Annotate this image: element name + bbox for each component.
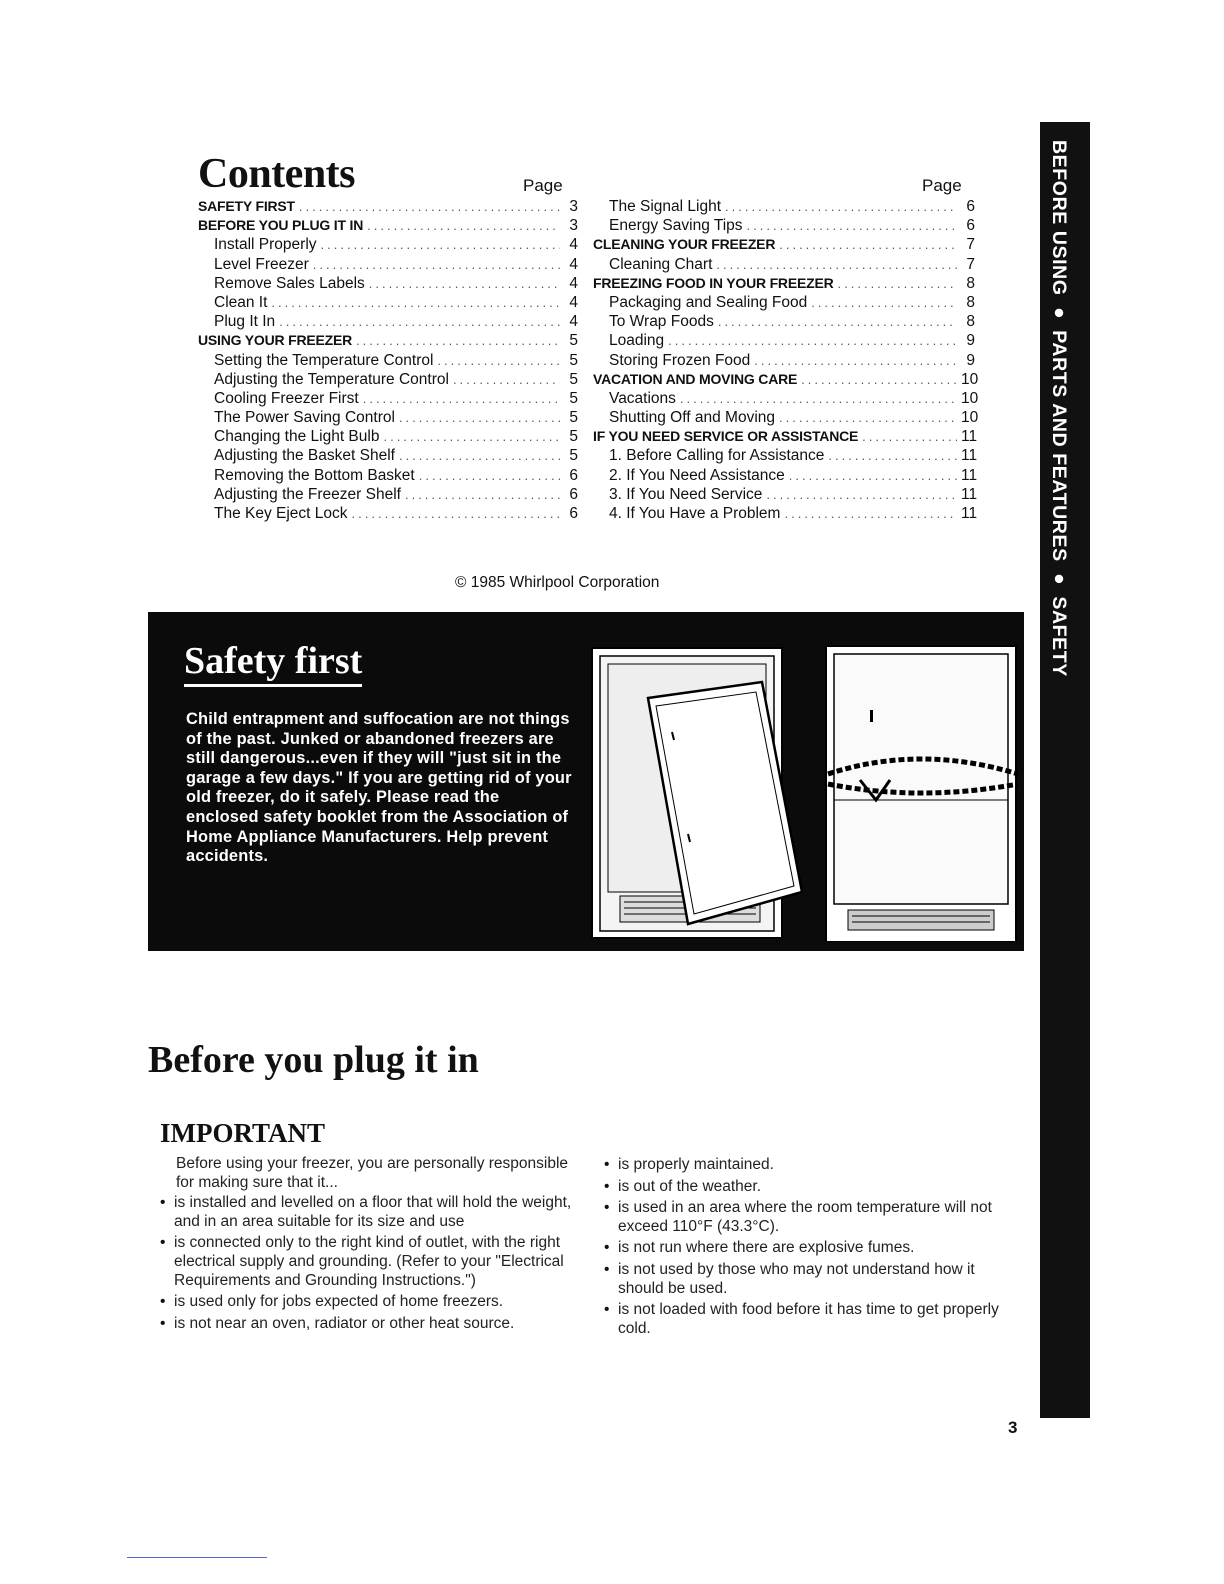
toc-entry — [593, 427, 978, 446]
toc-entry — [198, 274, 578, 293]
copyright-notice: © 1985 Whirlpool Corporation — [455, 574, 660, 591]
safety-banner — [148, 612, 1024, 951]
toc-entry — [593, 255, 975, 274]
toc-leader-dots — [405, 485, 560, 504]
toc-entry-label: Loading — [609, 332, 665, 350]
toc-leader-dots — [801, 370, 957, 389]
toc-leader-dots — [367, 216, 560, 235]
toc-entry-page: 11 — [961, 466, 978, 484]
toc-entry — [198, 408, 578, 427]
toc-entry-page: 4 — [569, 313, 578, 331]
toc-leader-dots — [399, 446, 560, 465]
toc-leader-dots — [716, 255, 957, 274]
important-bullet-item: • is connected only to the right kind of outlet, with the right electrical supply and grounding. (Refer to your "Electrical Requirements and Grounding Instructions.") — [160, 1234, 578, 1290]
toc-entry-page: 3 — [569, 217, 578, 235]
toc-entry — [198, 446, 578, 465]
toc-entry-page: 5 — [569, 351, 578, 369]
toc-entry-label: Adjusting the Temperature Control — [214, 370, 449, 388]
toc-entry-page: 5 — [569, 409, 578, 427]
toc-entry — [593, 331, 975, 350]
toc-entry-page: 8 — [966, 293, 975, 311]
toc-entry — [198, 235, 578, 254]
toc-entry-label: 3. If You Need Service — [609, 485, 763, 503]
toc-entry-label: SAFETY FIRST — [198, 198, 295, 214]
toc-entry — [593, 197, 975, 216]
toc-leader-dots — [789, 466, 957, 485]
toc-entry-page: 9 — [966, 332, 975, 350]
toc-entry-label: Vacations — [609, 389, 676, 407]
toc-entry — [593, 446, 978, 465]
toc-right-column — [593, 197, 979, 523]
toc-leader-dots — [811, 293, 957, 312]
toc-entry-page: 5 — [569, 447, 578, 465]
toc-entry — [198, 312, 578, 331]
toc-leader-dots — [453, 370, 560, 389]
toc-entry-page: 10 — [961, 409, 979, 427]
toc-leader-dots — [352, 504, 560, 523]
important-right-column — [604, 1156, 1012, 1341]
toc-entry-page: 3 — [569, 198, 578, 215]
toc-entry — [198, 389, 578, 408]
toc-entry-label: The Key Eject Lock — [214, 505, 348, 522]
toc-entry-label: BEFORE YOU PLUG IT IN — [198, 217, 364, 234]
safety-title: Safety first — [184, 642, 362, 687]
toc-entry-page: 4 — [569, 236, 578, 254]
toc-entry-label: VACATION AND MOVING CARE — [593, 370, 798, 387]
toc-entry-page: 5 — [569, 389, 578, 407]
toc-entry-label: Setting the Temperature Control — [214, 351, 434, 369]
toc-entry-label: The Power Saving Control — [214, 409, 395, 427]
important-bullet-item: • is not run where there are explosive fumes. — [604, 1239, 1012, 1258]
toc-entry — [593, 351, 975, 370]
toc-entry-label: Adjusting the Basket Shelf — [214, 447, 395, 465]
toc-entry-label: IF YOU NEED SERVICE OR ASSISTANCE — [593, 428, 859, 445]
toc-entry-page: 5 — [569, 332, 578, 350]
toc-entry-label: Plug It In — [214, 313, 276, 331]
toc-entry — [198, 370, 578, 389]
toc-entry-page: 10 — [961, 370, 979, 388]
toc-entry-page: 11 — [961, 447, 978, 465]
toc-leader-dots — [313, 255, 560, 274]
toc-entry-label: To Wrap Foods — [609, 313, 714, 331]
toc-entry — [593, 485, 978, 504]
important-bullet-item: • is installed and levelled on a floor that will hold the weight, and in an area suitable for its size and use — [160, 1194, 578, 1231]
toc-entry-page: 6 — [569, 485, 578, 503]
before-plug-title: Before you plug it in — [148, 1039, 479, 1081]
toc-entry-label: Cooling Freezer First — [214, 389, 359, 407]
toc-entry-page: 4 — [569, 293, 578, 311]
toc-leader-dots — [838, 274, 957, 293]
toc-entry-page: 4 — [569, 274, 578, 292]
toc-leader-dots — [279, 312, 560, 331]
toc-entry — [198, 197, 578, 216]
toc-entry-page: 11 — [961, 428, 978, 446]
important-heading: IMPORTANT — [160, 1118, 326, 1148]
toc-entry-page: 7 — [966, 236, 975, 254]
toc-entry-label: USING YOUR FREEZER — [198, 332, 353, 349]
toc-entry — [198, 504, 578, 523]
toc-entry-label: Clean It — [214, 293, 268, 311]
important-bullet-item: • is not near an oven, radiator or other heat source. — [160, 1315, 578, 1334]
toc-entry-label: The Signal Light — [609, 198, 722, 215]
toc-entry-page: 4 — [569, 255, 578, 273]
toc-leader-dots — [369, 274, 560, 293]
section-side-tab — [1040, 122, 1090, 1418]
toc-entry-label: Changing the Light Bulb — [214, 428, 380, 446]
toc-leader-dots — [766, 485, 957, 504]
toc-entry-page: 7 — [966, 255, 975, 273]
toc-leader-dots — [321, 235, 560, 254]
toc-entry-label: Remove Sales Labels — [214, 274, 365, 292]
toc-entry-page: 11 — [961, 505, 978, 522]
safety-text: Child entrapment and suffocation are not things of the past. Junked or abandoned freezers are still dangerous...even if they will "just sit in the garage a few days." If you are getting rid of your old freezer, do it safely. Please read the enclosed safety booklet from the Association of Home Appliance Manufacturers. Help prevent accidents. — [186, 710, 572, 866]
toc-entry-label: Cleaning Chart — [609, 255, 713, 273]
page-column-header-left: Page — [523, 176, 563, 195]
toc-entry — [593, 293, 975, 312]
toc-leader-dots — [680, 389, 957, 408]
toc-entry-page: 6 — [966, 217, 975, 235]
toc-entry — [198, 466, 578, 485]
toc-leader-dots — [862, 427, 957, 446]
important-bullet-item: • is used only for jobs expected of home freezers. — [160, 1293, 578, 1312]
toc-entry-page: 9 — [966, 351, 975, 369]
toc-entry — [198, 216, 578, 235]
toc-entry-page: 6 — [966, 198, 975, 215]
toc-entry — [198, 255, 578, 274]
toc-entry-page: 5 — [569, 370, 578, 388]
toc-entry-page: 6 — [569, 466, 578, 484]
toc-entry-page: 8 — [966, 313, 975, 331]
toc-entry — [593, 370, 979, 389]
contents-title: Contents — [198, 151, 356, 197]
toc-entry — [593, 466, 978, 485]
freezer-illustration — [590, 624, 1020, 942]
toc-leader-dots — [383, 427, 560, 446]
toc-entry — [198, 293, 578, 312]
toc-leader-dots — [299, 197, 560, 216]
toc-leader-dots — [399, 408, 560, 427]
toc-entry — [593, 235, 975, 254]
toc-entry — [593, 274, 975, 293]
important-right-list — [604, 1156, 1012, 1338]
toc-entry — [593, 408, 979, 427]
toc-entry — [593, 312, 975, 331]
toc-entry-label: 1. Before Calling for Assistance — [609, 447, 825, 465]
toc-leader-dots — [779, 235, 957, 254]
toc-leader-dots — [725, 197, 957, 216]
toc-entry — [198, 331, 578, 350]
toc-entry-label: Install Properly — [214, 236, 317, 254]
toc-leader-dots — [784, 504, 957, 523]
toc-left-column — [198, 197, 578, 523]
toc-leader-dots — [747, 216, 957, 235]
toc-entry-label: FREEZING FOOD IN YOUR FREEZER — [593, 274, 834, 291]
toc-entry — [593, 504, 978, 523]
toc-entry-label: Shutting Off and Moving — [609, 409, 776, 427]
toc-entry-page: 5 — [569, 428, 578, 446]
toc-leader-dots — [718, 312, 957, 331]
footer-rule — [127, 1557, 267, 1558]
toc-entry-label: Level Freezer — [214, 255, 309, 273]
toc-leader-dots — [437, 351, 560, 370]
toc-entry — [198, 485, 578, 504]
toc-entry — [198, 427, 578, 446]
page-column-header-right: Page — [922, 176, 962, 195]
toc-entry-label: Packaging and Sealing Food — [609, 293, 808, 311]
toc-leader-dots — [828, 446, 957, 465]
toc-entry — [198, 351, 578, 370]
important-intro: Before using your freezer, you are personally responsible for making sure that it... — [176, 1155, 569, 1191]
toc-entry-label: 2. If You Need Assistance — [609, 466, 785, 484]
important-left-column — [160, 1155, 578, 1336]
important-left-list — [160, 1194, 578, 1333]
toc-leader-dots — [356, 331, 560, 350]
toc-entry-label: Storing Frozen Food — [609, 351, 751, 369]
side-tab-label: BEFORE USING ● PARTS AND FEATURES ● SAFETY — [1048, 140, 1070, 677]
toc-leader-dots — [779, 408, 957, 427]
page-number: 3 — [1008, 1418, 1018, 1437]
toc-leader-dots — [668, 331, 957, 350]
toc-entry-page: 10 — [961, 389, 979, 407]
toc-entry — [593, 389, 979, 408]
toc-entry — [593, 216, 975, 235]
toc-entry-label: Adjusting the Freezer Shelf — [214, 485, 401, 503]
toc-entry-page: 6 — [569, 505, 578, 522]
toc-entry-label: CLEANING YOUR FREEZER — [593, 236, 776, 253]
important-bullet-item: • is not loaded with food before it has time to get properly cold. — [604, 1301, 1012, 1338]
important-bullet-item: • is out of the weather. — [604, 1178, 1012, 1197]
important-bullet-item: • is used in an area where the room temperature will not exceed 110°F (43.3°C). — [604, 1199, 1012, 1236]
toc-leader-dots — [363, 389, 560, 408]
important-bullet-item: • is not used by those who may not understand how it should be used. — [604, 1261, 1012, 1298]
toc-entry-page: 8 — [966, 274, 975, 292]
toc-leader-dots — [419, 466, 560, 485]
toc-entry-label: 4. If You Have a Problem — [609, 505, 781, 522]
toc-entry-label: Removing the Bottom Basket — [214, 466, 415, 484]
toc-entry-page: 11 — [961, 485, 978, 503]
important-bullet-item: • is properly maintained. — [604, 1156, 1012, 1175]
toc-leader-dots — [271, 293, 560, 312]
toc-entry-label: Energy Saving Tips — [609, 217, 743, 235]
toc-leader-dots — [754, 351, 957, 370]
